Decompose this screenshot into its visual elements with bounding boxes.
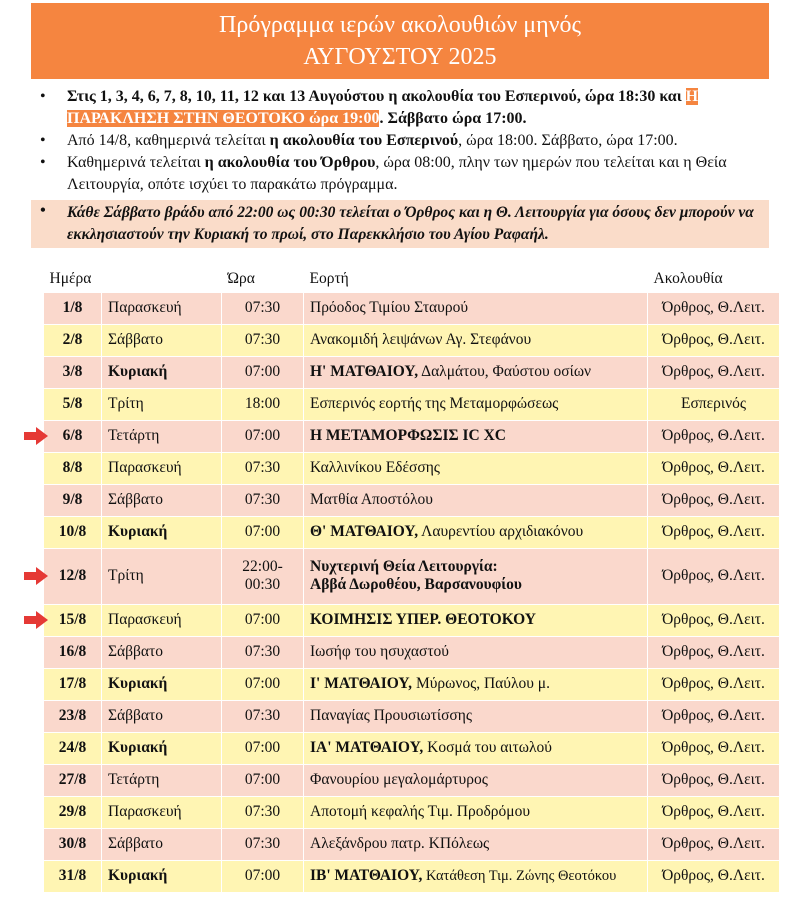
cell-day: Τετάρτη xyxy=(102,764,222,796)
feast-title: Θ' ΜΑΤΘΑΙΟΥ, xyxy=(310,523,419,540)
header-time: Ώρα xyxy=(227,269,255,287)
note-highlight: Η ΠΑΡΑΚΛΗΣΗ ΣΤΗΝ ΘΕΟΤΟΚΟ ώρα 19:00 xyxy=(67,88,699,127)
header-title: Πρόγραμμα ιερών ακολουθιών μηνός xyxy=(219,12,581,38)
cell-time: 07:30 xyxy=(222,292,304,324)
notes-list xyxy=(31,86,769,248)
cell-feast xyxy=(304,516,648,548)
table-row xyxy=(44,668,780,700)
cell-date: 30/8 xyxy=(44,828,102,860)
table-row xyxy=(44,636,780,668)
arrow-icon xyxy=(24,427,48,445)
cell-service: Όρθρος, Θ.Λειτ. xyxy=(648,732,780,764)
cell-date: 15/8 xyxy=(44,604,102,636)
cell-time: 07:30 xyxy=(222,828,304,860)
cell-date: 5/8 xyxy=(44,388,102,420)
feast-saints: Εσπερινός εορτής της Μεταμορφώσεως xyxy=(310,395,559,412)
cell-date: 1/8 xyxy=(44,292,102,324)
note-text: Από 14/8, καθημερινά τελείται xyxy=(67,132,270,149)
table-row xyxy=(44,604,780,636)
feast-saints: Λαυρεντίου αρχιδιακόνου xyxy=(418,523,584,540)
cell-feast xyxy=(304,452,648,484)
note-text: . Σάββατο ώρα 17:00. xyxy=(379,110,527,127)
cell-service: Όρθρος, Θ.Λειτ. xyxy=(648,860,780,892)
cell-time: 07:30 xyxy=(222,484,304,516)
table-row xyxy=(44,860,780,892)
cell-feast xyxy=(304,636,648,668)
cell-date: 8/8 xyxy=(44,452,102,484)
cell-day: Σάββατο xyxy=(102,700,222,732)
page-header xyxy=(31,3,769,79)
cell-date: 17/8 xyxy=(44,668,102,700)
table-header-row xyxy=(44,266,780,292)
cell-service: Όρθρος, Θ.Λειτ. xyxy=(648,324,780,356)
note-text: η ακολουθία του Όρθρου xyxy=(204,154,376,171)
note-saturday-night xyxy=(31,200,769,248)
cell-time: 07:00 xyxy=(222,668,304,700)
table-row xyxy=(44,700,780,732)
cell-time: 07:00 xyxy=(222,516,304,548)
cell-time: 07:30 xyxy=(222,796,304,828)
cell-time: 07:00 xyxy=(222,764,304,796)
cell-date: 23/8 xyxy=(44,700,102,732)
cell-service: Όρθρος, Θ.Λειτ. xyxy=(648,828,780,860)
table-row xyxy=(44,516,780,548)
table-row xyxy=(44,388,780,420)
table-row xyxy=(44,420,780,452)
cell-service: Όρθρος, Θ.Λειτ. xyxy=(648,636,780,668)
cell-service: Εσπερινός xyxy=(648,388,780,420)
cell-service: Όρθρος, Θ.Λειτ. xyxy=(648,516,780,548)
feast-saints: Φανουρίου μεγαλομάρτυρος xyxy=(310,771,488,788)
cell-feast xyxy=(304,668,648,700)
header-service: Ακολουθία xyxy=(653,269,723,287)
cell-service: Όρθρος, Θ.Λειτ. xyxy=(648,292,780,324)
header-day xyxy=(102,266,222,292)
table-row xyxy=(44,828,780,860)
cell-date: 29/8 xyxy=(44,796,102,828)
table-row xyxy=(44,292,780,324)
feast-title: ΙΑ' ΜΑΤΘΑΙΟΥ, xyxy=(310,739,424,756)
cell-day: Σάββατο xyxy=(102,324,222,356)
cell-feast xyxy=(304,860,648,892)
cell-time: 07:30 xyxy=(222,452,304,484)
cell-date: 24/8 xyxy=(44,732,102,764)
note-text: Στις 1, 3, 4, 6, 7, 8, 10, 11, 12 και 13 Αυγούστου η ακολουθία του Εσπερινού, ώρα 18:30 και xyxy=(67,88,686,105)
cell-time: 18:00 xyxy=(222,388,304,420)
arrow-icon xyxy=(24,567,48,585)
note-text: , ώρα 18:00. Σάββατο, ώρα 17:00. xyxy=(458,132,678,149)
cell-day: Κυριακή xyxy=(102,732,222,764)
cell-time: 07:00 xyxy=(222,860,304,892)
cell-day: Σάββατο xyxy=(102,484,222,516)
cell-day: Τετάρτη xyxy=(102,420,222,452)
bullet-icon: • xyxy=(40,132,46,149)
table-row xyxy=(44,764,780,796)
note-text: Καθημερινά τελείται xyxy=(67,154,205,171)
cell-time: 07:30 xyxy=(222,636,304,668)
cell-day: Παρασκευή xyxy=(102,604,222,636)
cell-date: 2/8 xyxy=(44,324,102,356)
cell-day: Κυριακή xyxy=(102,356,222,388)
cell-day: Τρίτη xyxy=(102,388,222,420)
note-text: , ώρα 08:00, πλην των ημερών που τελείται και η Θεία Λειτουργία, οπότε ισχύει το παρακάτω πρόγραμμα. xyxy=(67,154,727,193)
cell-feast xyxy=(304,732,648,764)
cell-feast xyxy=(304,388,648,420)
cell-service: Όρθρος, Θ.Λειτ. xyxy=(648,548,780,604)
cell-service: Όρθρος, Θ.Λειτ. xyxy=(648,420,780,452)
cell-time: 07:00 xyxy=(222,356,304,388)
bullet-icon: • xyxy=(40,202,46,219)
cell-service: Όρθρος, Θ.Λειτ. xyxy=(648,484,780,516)
cell-date: 9/8 xyxy=(44,484,102,516)
cell-date: 16/8 xyxy=(44,636,102,668)
table-row xyxy=(44,548,780,604)
cell-feast xyxy=(304,700,648,732)
table-row xyxy=(44,356,780,388)
cell-day: Κυριακή xyxy=(102,516,222,548)
cell-date: 6/8 xyxy=(44,420,102,452)
note-text: Κάθε Σάββατο βράδυ από 22:00 ως 00:30 τελείται ο Όρθρος και η Θ. Λειτουργία για όσους δεν μπορούν να εκκλησιαστούν την Κυριακή το πρωί, στο Παρεκκλήσιο του Αγίου Ραφαήλ. xyxy=(67,204,754,243)
feast-title: Ι' ΜΑΤΘΑΙΟΥ, xyxy=(310,675,413,692)
cell-day: Σάββατο xyxy=(102,828,222,860)
cell-feast xyxy=(304,420,648,452)
feast-saints: Παναγίας Προυσιωτίσσης xyxy=(310,707,473,724)
feast-saints: Καλλινίκου Εδέσσης xyxy=(310,459,440,476)
feast-saints: Αποτομή κεφαλής Τιμ. Προδρόμου xyxy=(310,803,530,820)
cell-time: 07:00 xyxy=(222,604,304,636)
feast-saints: Αλεξάνδρου πατρ. ΚΠόλεως xyxy=(310,835,490,852)
cell-day: Τρίτη xyxy=(102,548,222,604)
cell-service: Όρθρος, Θ.Λειτ. xyxy=(648,668,780,700)
table-row xyxy=(44,732,780,764)
bullet-icon: • xyxy=(40,88,46,105)
cell-time: 07:30 xyxy=(222,700,304,732)
cell-feast xyxy=(304,324,648,356)
cell-day: Κυριακή xyxy=(102,860,222,892)
cell-service: Όρθρος, Θ.Λειτ. xyxy=(648,356,780,388)
cell-service: Όρθρος, Θ.Λειτ. xyxy=(648,700,780,732)
feast-saints: Κοσμά του αιτωλού xyxy=(423,739,552,756)
cell-date: 27/8 xyxy=(44,764,102,796)
header-feast: Εορτή xyxy=(309,269,349,287)
cell-day: Παρασκευή xyxy=(102,796,222,828)
cell-day: Κυριακή xyxy=(102,668,222,700)
feast-title: Αββά Δωροθέου, Βαρσανουφίου xyxy=(310,576,522,593)
cell-feast xyxy=(304,548,648,604)
note-text: η ακολουθία του Εσπερινού xyxy=(269,132,459,149)
feast-title: ΚΟΙΜΗΣΙΣ ΥΠΕΡ. ΘΕΟΤΟΚΟΥ xyxy=(310,611,536,628)
cell-feast xyxy=(304,764,648,796)
feast-saints: Μύρωνος, Παύλου μ. xyxy=(412,675,550,692)
cell-service: Όρθρος, Θ.Λειτ. xyxy=(648,796,780,828)
cell-service: Όρθρος, Θ.Λειτ. xyxy=(648,764,780,796)
feast-saints: Ανακομιδή λειψάνων Αγ. Στεφάνου xyxy=(310,331,532,348)
table-row xyxy=(44,484,780,516)
cell-feast xyxy=(304,604,648,636)
note-vespers-daily xyxy=(31,130,769,152)
feast-saints: Ματθία Αποστόλου xyxy=(310,491,433,508)
feast-saints: Δαλμάτου, Φαύστου οσίων xyxy=(418,363,592,380)
feast-saints: Κατάθεση Τιμ. Ζώνης Θεοτόκου xyxy=(422,868,617,884)
header-date: Ημέρα xyxy=(49,269,92,287)
cell-service: Όρθρος, Θ.Λειτ. xyxy=(648,604,780,636)
cell-feast xyxy=(304,356,648,388)
cell-time-line: 00:30 xyxy=(244,576,281,593)
feast-title: Η' ΜΑΤΘΑΙΟΥ, xyxy=(310,363,419,380)
cell-day: Παρασκευή xyxy=(102,452,222,484)
feast-title: Νυχτερινή Θεία Λειτουργία: xyxy=(310,558,498,575)
cell-service: Όρθρος, Θ.Λειτ. xyxy=(648,452,780,484)
bullet-icon: • xyxy=(40,154,46,171)
feast-title: ΙΒ' ΜΑΤΘΑΙΟΥ, xyxy=(310,867,423,884)
cell-date: 31/8 xyxy=(44,860,102,892)
cell-date: 3/8 xyxy=(44,356,102,388)
cell-date: 12/8 xyxy=(44,548,102,604)
table-row xyxy=(44,324,780,356)
cell-feast xyxy=(304,484,648,516)
table-row xyxy=(44,452,780,484)
cell-feast xyxy=(304,796,648,828)
cell-time: 07:30 xyxy=(222,324,304,356)
schedule-body xyxy=(44,292,780,892)
feast-title: Η ΜΕΤΑΜΟΡΦΩΣΙΣ IC XC xyxy=(310,427,507,444)
cell-time xyxy=(222,548,304,604)
cell-feast xyxy=(304,292,648,324)
table-row xyxy=(44,796,780,828)
cell-time-line: 22:00- xyxy=(242,558,283,575)
cell-day: Παρασκευή xyxy=(102,292,222,324)
note-vespers-paraklesis xyxy=(31,86,769,130)
cell-day: Σάββατο xyxy=(102,636,222,668)
feast-saints: Πρόοδος Τιμίου Σταυρού xyxy=(310,299,469,316)
cell-date: 10/8 xyxy=(44,516,102,548)
cell-feast xyxy=(304,828,648,860)
cell-time: 07:00 xyxy=(222,420,304,452)
schedule-table xyxy=(43,266,780,893)
note-orthros-daily xyxy=(31,152,769,196)
arrow-icon xyxy=(24,611,48,629)
header-month: ΑΥΓΟΥΣΤΟΥ 2025 xyxy=(303,44,497,70)
cell-time: 07:00 xyxy=(222,732,304,764)
feast-saints: Ιωσήφ του ησυχαστού xyxy=(310,643,449,660)
